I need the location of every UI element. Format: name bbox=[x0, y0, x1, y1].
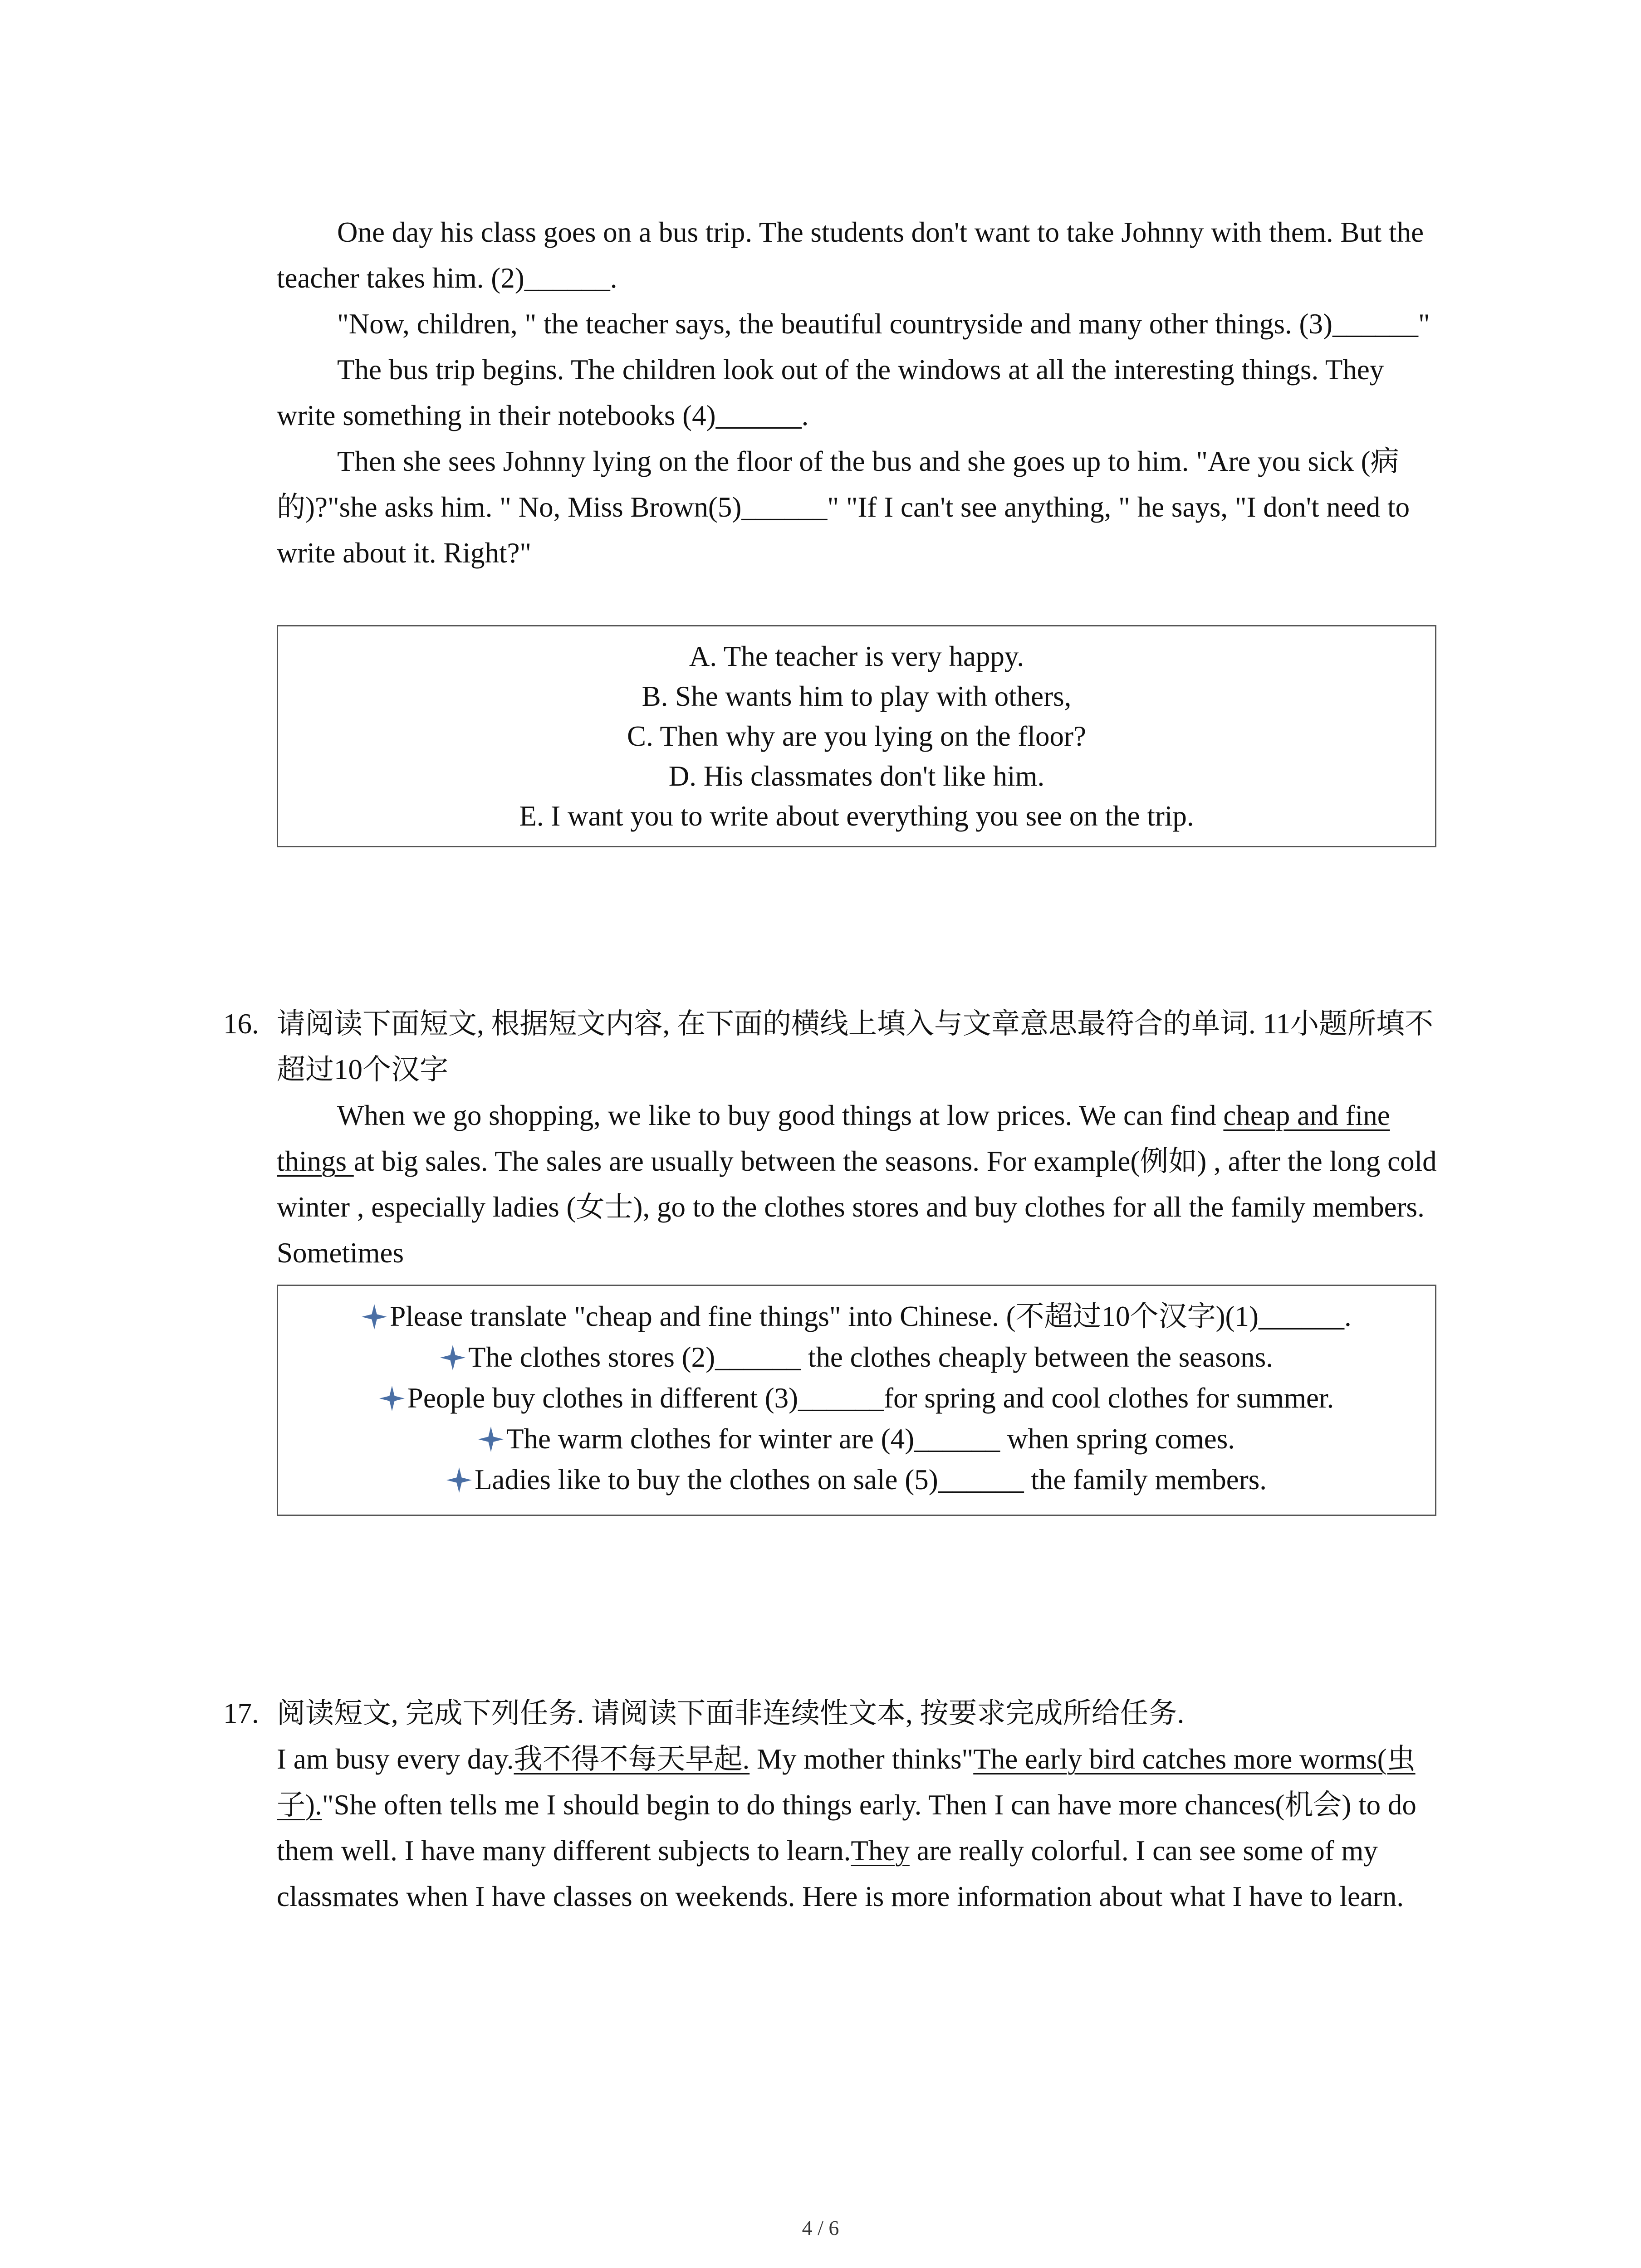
passage-paragraph bbox=[277, 1093, 1438, 1276]
four-point-star-icon bbox=[362, 1304, 387, 1330]
question-instruction: 阅读短文, 完成下列任务. 请阅读下面非连续性文本, 按要求完成所给任务. bbox=[277, 1697, 1185, 1729]
task-item bbox=[278, 1337, 1435, 1378]
task-text: The clothes stores (2)______ the clothes cheaply between the seasons. bbox=[468, 1341, 1273, 1373]
task-item bbox=[278, 1418, 1435, 1459]
option-c: C. Then why are you lying on the floor? bbox=[627, 720, 1086, 752]
passage-15-paragraph: "Now, children, " the teacher says, the beautiful countryside and many other things. (3)______" bbox=[337, 308, 1430, 340]
question-instruction: 请阅读下面短文, 根据短文内容, 在下面的横线上填入与文章意思最符合的单词. 11小题所填不超过10个汉字 bbox=[277, 1008, 1434, 1085]
question-16-heading bbox=[223, 1001, 1448, 1093]
passage-text: I am busy every day. bbox=[277, 1743, 514, 1775]
task-item bbox=[278, 1378, 1435, 1418]
options-box bbox=[277, 625, 1436, 847]
task-item bbox=[278, 1296, 1435, 1337]
option-b: B. She wants him to play with others, bbox=[642, 680, 1072, 712]
option-a: A. The teacher is very happy. bbox=[689, 640, 1024, 672]
four-point-star-icon bbox=[446, 1467, 472, 1493]
task-item bbox=[278, 1459, 1435, 1500]
four-point-star-icon bbox=[478, 1427, 504, 1452]
page-number: 4 / 6 bbox=[802, 2216, 839, 2239]
task-text: Ladies like to buy the clothes on sale (5)______ the family members. bbox=[474, 1464, 1267, 1496]
passage-15-paragraph: The bus trip begins. The children look out of the windows at all the interesting things. They write something in their notebooks (4)______. bbox=[277, 354, 1384, 431]
question-17-heading bbox=[223, 1691, 1448, 1736]
passage-paragraph bbox=[277, 1736, 1438, 1920]
underlined-sentence: The early bird catches more worms(虫子). bbox=[277, 1743, 1416, 1821]
question-16-passage bbox=[277, 1093, 1438, 1276]
four-point-star-icon bbox=[440, 1345, 465, 1370]
passage-text: When we go shopping, we like to buy good things at low prices. We can find bbox=[337, 1100, 1224, 1131]
passage-text: "She often tells me I should begin to do things early. Then I can have more chances(机会) to do them well. I have many different subjects to learn. bbox=[277, 1789, 1416, 1867]
four-point-star-icon bbox=[379, 1386, 405, 1411]
passage-15-paragraph: Then she sees Johnny lying on the floor of the bus and she goes up to him. "Are you sick (病的)?"she asks him. " No, Miss Brown(5)______" "If I can't see anything, " he says, "I don't need to write about it. Right?" bbox=[277, 445, 1410, 569]
task-text: People buy clothes in different (3)______for spring and cool clothes for summer. bbox=[407, 1382, 1334, 1414]
tasks-box bbox=[277, 1285, 1436, 1516]
task-text: The warm clothes for winter are (4)______ when spring comes. bbox=[506, 1423, 1235, 1455]
underlined-sentence: 我不得不每天早起. bbox=[514, 1743, 750, 1775]
passage-15 bbox=[277, 210, 1438, 576]
question-number: 16. bbox=[223, 1008, 259, 1040]
passage-15-paragraph: One day his class goes on a bus trip. The students don't want to take Johnny with them. But the teacher takes him. (2)______. bbox=[277, 216, 1424, 294]
question-number: 17. bbox=[223, 1697, 259, 1729]
underlined-word: They bbox=[851, 1835, 910, 1867]
passage-text: are really colorful. I can see some of my classmates when I have classes on weekends. Here is more information about what I have to learn. bbox=[277, 1835, 1404, 1912]
task-text: Please translate "cheap and fine things" into Chinese. (不超过10个汉字)(1)______. bbox=[390, 1300, 1352, 1332]
question-17-passage bbox=[277, 1736, 1438, 1920]
option-e: E. I want you to write about everything you see on the trip. bbox=[519, 800, 1194, 832]
option-d: D. His classmates don't like him. bbox=[668, 760, 1045, 792]
passage-text: at big sales. The sales are usually between the seasons. For example(例如) , after the long cold winter , especially ladies (女士), go to the clothes stores and buy clothes for all the family members. Sometimes bbox=[277, 1145, 1437, 1269]
underlined-phrase: cheap and fine things bbox=[277, 1100, 1390, 1177]
passage-text: My mother thinks" bbox=[749, 1743, 974, 1775]
